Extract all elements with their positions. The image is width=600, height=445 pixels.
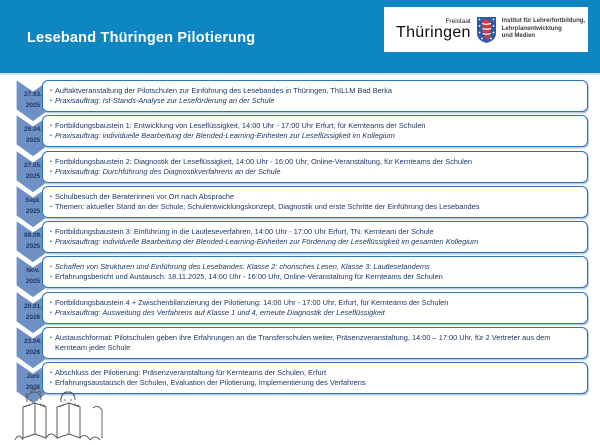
bullet-icon: • [50, 369, 52, 376]
date-label: 09.09. [24, 232, 42, 239]
event-line: • Fortbildungsbaustein 1: Entwicklung von Leseflüssigkeit, 14:00 Uhr - 17:00 Uhr Erfurt, für Kernteams der Schulen [50, 120, 426, 130]
bullet-icon: • [50, 98, 52, 104]
event-box [42, 292, 588, 324]
event-box [42, 80, 588, 112]
year-label: 2025 [25, 242, 41, 250]
event-box [42, 221, 588, 253]
event-line: • Praxisauftrag: Ist-Stands-Analyse zur Leseförderung an der Schule [50, 96, 275, 105]
year-label: 2025 [25, 277, 41, 285]
year-label: 2025 [25, 207, 41, 215]
bullet-icon: • [50, 380, 52, 386]
year-label: 2025 [25, 172, 41, 180]
bullet-icon: • [50, 169, 52, 175]
event-box [42, 256, 588, 288]
year-label: 2025 [25, 136, 41, 144]
year-label: 2026 [25, 348, 41, 356]
logo-box [384, 7, 588, 52]
institute-line: Institut für Lehrerfortbildung, [501, 18, 586, 25]
event-box [42, 115, 588, 147]
bullet-icon: • [50, 334, 52, 341]
event-line: • Praxisauftrag: Ausweitung des Verfahrens auf Klasse 1 und 4, erneute Diagnostik der Leseflüssigkeit [50, 308, 385, 317]
thuringia-coat-of-arms-icon [476, 16, 497, 44]
date-label: Nov. [26, 267, 40, 274]
bullet-icon: • [50, 193, 52, 200]
event-line: • Austauschformat: Pilotschulen geben ihre Erfahrungen an die Transferschulen weiter, Präsenzveranstaltung, 14:00 – 17:00 Uhr, für 2 Vertreter aus dem Kernteam jeder Schule [50, 332, 551, 352]
event-line: • Schaffen von Strukturen und Einführung des Lesebandes: Klasse 2: chorisches Lesen, Klasse 3: Lautlesetandems [50, 261, 430, 271]
bullet-icon: • [50, 122, 52, 129]
event-line: • Praxisauftrag: individuelle Bearbeitung der Blended-Learning-Einheiten zur Leseflüssigkeit im Kollegium [50, 131, 395, 140]
event-line: • Praxisauftrag: Durchführung des Diagnostikverfahrens an der Schule [50, 167, 281, 176]
bullet-icon: • [50, 133, 52, 139]
bullet-icon: • [50, 228, 52, 235]
event-line: • Fortbildungsbaustein 4 + Zwischenbilanzierung der Pilotierung: 14:00 Uhr - 17:00 Uhr, Erfurt, für Kernteams der Schulen [50, 297, 449, 307]
year-label: 2025 [25, 101, 41, 109]
date-label: 23.04. [24, 338, 42, 345]
event-box [42, 362, 588, 394]
bullet-icon: • [50, 299, 52, 306]
bullet-icon: • [50, 274, 52, 280]
bullet-icon: • [50, 87, 52, 94]
date-label: 20.01. [24, 303, 42, 310]
date-label: 27.05. [24, 162, 42, 169]
bullet-icon: • [50, 158, 52, 165]
page-title: Leseband Thüringen Pilotierung [27, 30, 256, 46]
thueringen-label: Thüringen [396, 24, 471, 41]
bullet-icon: • [50, 263, 52, 270]
institute-name [502, 18, 585, 41]
event-box [42, 327, 588, 359]
date-label: Sept. [25, 197, 41, 204]
event-line: • Fortbildungsbaustein 2: Diagnostik der Leseflüssigkeit, 14:00 Uhr - 16:00 Uhr, Online-Veranstaltung, für Kernteams der Schulen [50, 156, 472, 166]
event-line: • Fortbildungsbaustein 3: Einführung in die Lautleseverfahren, 14:00 Uhr - 17:00 Uhr Erfurt, TN: Kernteam der Schule [50, 226, 434, 236]
event-line: • Themen: aktueller Stand an der Schule, Schulentwicklungskonzept, Diagnostik und erste Schritte der Einführung des Lesebandes [50, 202, 480, 211]
bullet-icon: • [50, 310, 52, 316]
event-line: • Auftaktveranstaltung der Pilotschulen zur Einführung des Lesebandes in Thüringen, ThILLM Bad Berka [50, 85, 393, 95]
institute-line: und Medien [501, 33, 536, 40]
event-line: • Erfahrungsaustausch der Schulen, Evaluation der Pilotierung, Implementierung des Verfahrens [50, 378, 366, 387]
event-line: • Abschluss der Pilotierung: Präsenzveranstaltung für Kernteams der Schulen, Erfurt [50, 367, 327, 377]
year-label: 2026 [25, 383, 41, 391]
event-box [42, 186, 588, 218]
bullet-icon: • [50, 204, 52, 210]
institute-line: Lehrplanentwicklung [501, 25, 562, 32]
header-bar [0, 0, 600, 75]
bullet-icon: • [50, 239, 52, 245]
event-box [42, 151, 588, 183]
children-reading-clipart [10, 388, 105, 443]
year-label: 2026 [25, 313, 41, 321]
date-label: Juni [26, 373, 40, 380]
freistaat-thueringen-wordmark [396, 18, 471, 41]
date-label: 29.04. [24, 126, 42, 133]
event-line: • Erfahrungsbericht und Austausch: 18.11.2025, 14:00 Uhr - 16:00 Uhr, Online-Veranstaltung für Kernteams der Schulen [50, 272, 443, 281]
freistaat-label: Freistaat [445, 18, 471, 25]
event-line: • Schulbesuch der Beraterinnen vor Ort nach Absprache [50, 191, 235, 201]
date-label: 27.03. [24, 91, 42, 98]
event-line: • Praxisauftrag: individuelle Bearbeitung der Blended-Learning-Einheiten zur Förderung der Leseflüssigkeit im gesamten Kollegium [50, 237, 479, 246]
